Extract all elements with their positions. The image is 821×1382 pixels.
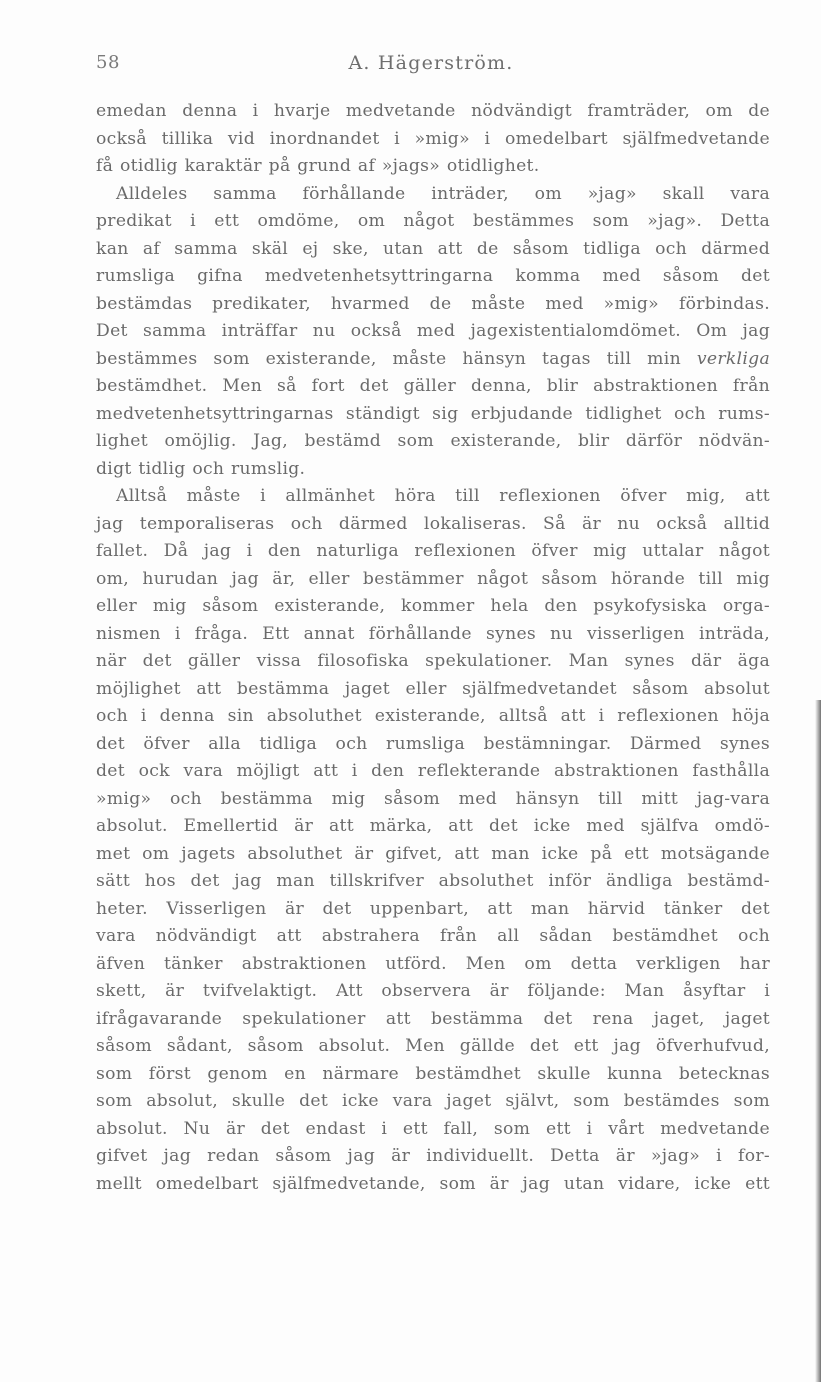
text-line-content: äfven tänker abstraktionen utförd. Men om detta verkligen har bbox=[96, 953, 770, 974]
text-line bbox=[96, 1006, 770, 1034]
text-line-content: absolut. Nu är det endast i ett fall, som ett i vårt medvetande bbox=[96, 1118, 770, 1139]
text-line bbox=[96, 731, 770, 759]
text-line bbox=[96, 181, 770, 209]
text-line-content: skett, är tvifvelaktigt. Att observera är följande: Man åsyftar i bbox=[96, 981, 770, 1001]
text-line bbox=[96, 236, 770, 264]
text-line bbox=[96, 483, 770, 511]
text-line-content: såsom sådant, såsom absolut. Men gällde det ett jag öfverhufvud, bbox=[96, 1036, 770, 1056]
text-line bbox=[96, 538, 770, 566]
text-line-content: bestämdas predikater, hvarmed de måste med »mig» förbindas. bbox=[96, 293, 770, 314]
text-line bbox=[96, 1033, 770, 1061]
text-line-content: absolut. Emellertid är att märka, att det icke med själfva omdö- bbox=[96, 816, 770, 836]
text-line-content: sätt hos det jag man tillskrifver absoluthet inför ändliga bestämd- bbox=[96, 871, 770, 891]
text-line bbox=[96, 648, 770, 676]
italic-word: verkliga bbox=[696, 348, 770, 369]
text-line bbox=[96, 1116, 770, 1144]
page-header bbox=[96, 52, 766, 82]
text-line-content: predikat i ett omdöme, om något bestämmes som »jag». Detta bbox=[96, 211, 770, 231]
text-line-content: eller mig såsom existerande, kommer hela den psykofysiska orga- bbox=[96, 596, 770, 616]
text-line bbox=[96, 758, 770, 786]
text-line bbox=[96, 318, 770, 346]
text-line-content: det ock vara möjligt att i den reflekterande abstraktionen fasthålla bbox=[96, 761, 770, 781]
text-line bbox=[96, 978, 770, 1006]
text-line bbox=[96, 153, 770, 181]
text-line-content: om, hurudan jag är, eller bestämmer något såsom hörande till mig bbox=[96, 568, 770, 589]
text-line-content: kan af samma skäl ej ske, utan att de såsom tidliga och därmed bbox=[96, 238, 770, 259]
text-line bbox=[96, 1061, 770, 1089]
text-line-content: bestämmes som existerande, måste hänsyn tagas till min bbox=[96, 348, 681, 369]
text-line-content: »mig» och bestämma mig såsom med hänsyn till mitt jag-vara bbox=[96, 788, 770, 809]
text-line bbox=[96, 786, 770, 814]
text-line-content: met om jagets absoluthet är gifvet, att man icke på ett motsägande bbox=[96, 843, 770, 864]
text-line-content: jag temporaliseras och därmed lokaliseras. Så är nu också alltid bbox=[96, 513, 770, 534]
text-line bbox=[96, 373, 770, 401]
text-line bbox=[96, 346, 770, 374]
text-line-content: Alldeles samma förhållande inträder, om »jag» skall vara bbox=[116, 183, 770, 204]
text-line bbox=[96, 401, 770, 429]
text-line-content: digt tidlig och rumslig. bbox=[96, 458, 306, 479]
text-line-content: vara nödvändigt att abstrahera från all sådan bestämdhet och bbox=[96, 926, 770, 946]
body-text bbox=[96, 98, 770, 1198]
text-line-content: Det samma inträffar nu också med jagexistentialomdömet. Om jag bbox=[96, 321, 770, 341]
text-line-content: medvetenhetsyttringarnas ständigt sig erbjudande tidlighet och rums- bbox=[96, 403, 770, 424]
text-line-content: som absolut, skulle det icke vara jaget självt, som bestämdes som bbox=[96, 1091, 770, 1111]
text-line bbox=[96, 1143, 770, 1171]
text-line bbox=[96, 1088, 770, 1116]
text-line-content: när det gäller vissa filosofiska spekulationer. Man synes där äga bbox=[96, 651, 770, 671]
text-line-content: få otidlig karaktär på grund af »jags» otidlighet. bbox=[96, 156, 540, 176]
text-line bbox=[96, 456, 770, 484]
text-line-content: lighet omöjlig. Jag, bestämd som existerande, blir därför nödvän- bbox=[96, 431, 770, 451]
text-line bbox=[96, 566, 770, 594]
text-line bbox=[96, 1171, 770, 1199]
text-line bbox=[96, 263, 770, 291]
text-line-content: emedan denna i hvarje medvetande nödvändigt framträder, om de bbox=[96, 101, 770, 121]
text-line bbox=[96, 126, 770, 154]
text-line-content: fallet. Då jag i den naturliga reflexionen öfver mig uttalar något bbox=[96, 541, 770, 561]
text-line bbox=[96, 98, 770, 126]
text-line-content: mellt omedelbart själfmedvetande, som är jag utan vidare, icke ett bbox=[96, 1173, 770, 1194]
text-line-content: också tillika vid inordnandet i »mig» i omedelbart själfmedvetande bbox=[96, 128, 770, 149]
text-line bbox=[96, 841, 770, 869]
text-line bbox=[96, 621, 770, 649]
text-line bbox=[96, 868, 770, 896]
text-line bbox=[96, 676, 770, 704]
text-line bbox=[96, 896, 770, 924]
text-line bbox=[96, 208, 770, 236]
text-line bbox=[96, 511, 770, 539]
text-line bbox=[96, 291, 770, 319]
text-line-content: bestämdhet. Men så fort det gäller denna, blir abstraktionen från bbox=[96, 376, 770, 396]
text-line-content: och i denna sin absoluthet existerande, alltså att i reflexionen höja bbox=[96, 706, 770, 726]
text-line bbox=[96, 923, 770, 951]
text-line-content: rumsliga gifna medvetenhetsyttringarna komma med såsom det bbox=[96, 266, 770, 286]
text-line bbox=[96, 703, 770, 731]
text-line-content: Alltså måste i allmänhet höra till reflexionen öfver mig, att bbox=[116, 486, 770, 506]
text-line-content: det öfver alla tidliga och rumsliga bestämningar. Därmed synes bbox=[96, 733, 770, 754]
text-line-content: heter. Visserligen är det uppenbart, att man härvid tänker det bbox=[96, 898, 770, 919]
text-line-content: som först genom en närmare bestämdhet skulle kunna betecknas bbox=[96, 1063, 770, 1084]
text-line-content: gifvet jag redan såsom jag är individuellt. Detta är »jag» i for- bbox=[96, 1146, 770, 1166]
page-edge-shadow bbox=[815, 700, 821, 1382]
text-line bbox=[96, 813, 770, 841]
text-line-content: ifrågavarande spekulationer att bestämma det rena jaget, jaget bbox=[96, 1008, 770, 1029]
text-line-content: nismen i fråga. Ett annat förhållande synes nu visserligen inträda, bbox=[96, 623, 770, 644]
text-line bbox=[96, 428, 770, 456]
text-line-content: möjlighet att bestämma jaget eller själfmedvetandet såsom absolut bbox=[96, 678, 770, 699]
page-number: 58 bbox=[96, 52, 120, 73]
text-line bbox=[96, 593, 770, 621]
text-line bbox=[96, 951, 770, 979]
running-head: A. Hägerström. bbox=[348, 52, 514, 74]
